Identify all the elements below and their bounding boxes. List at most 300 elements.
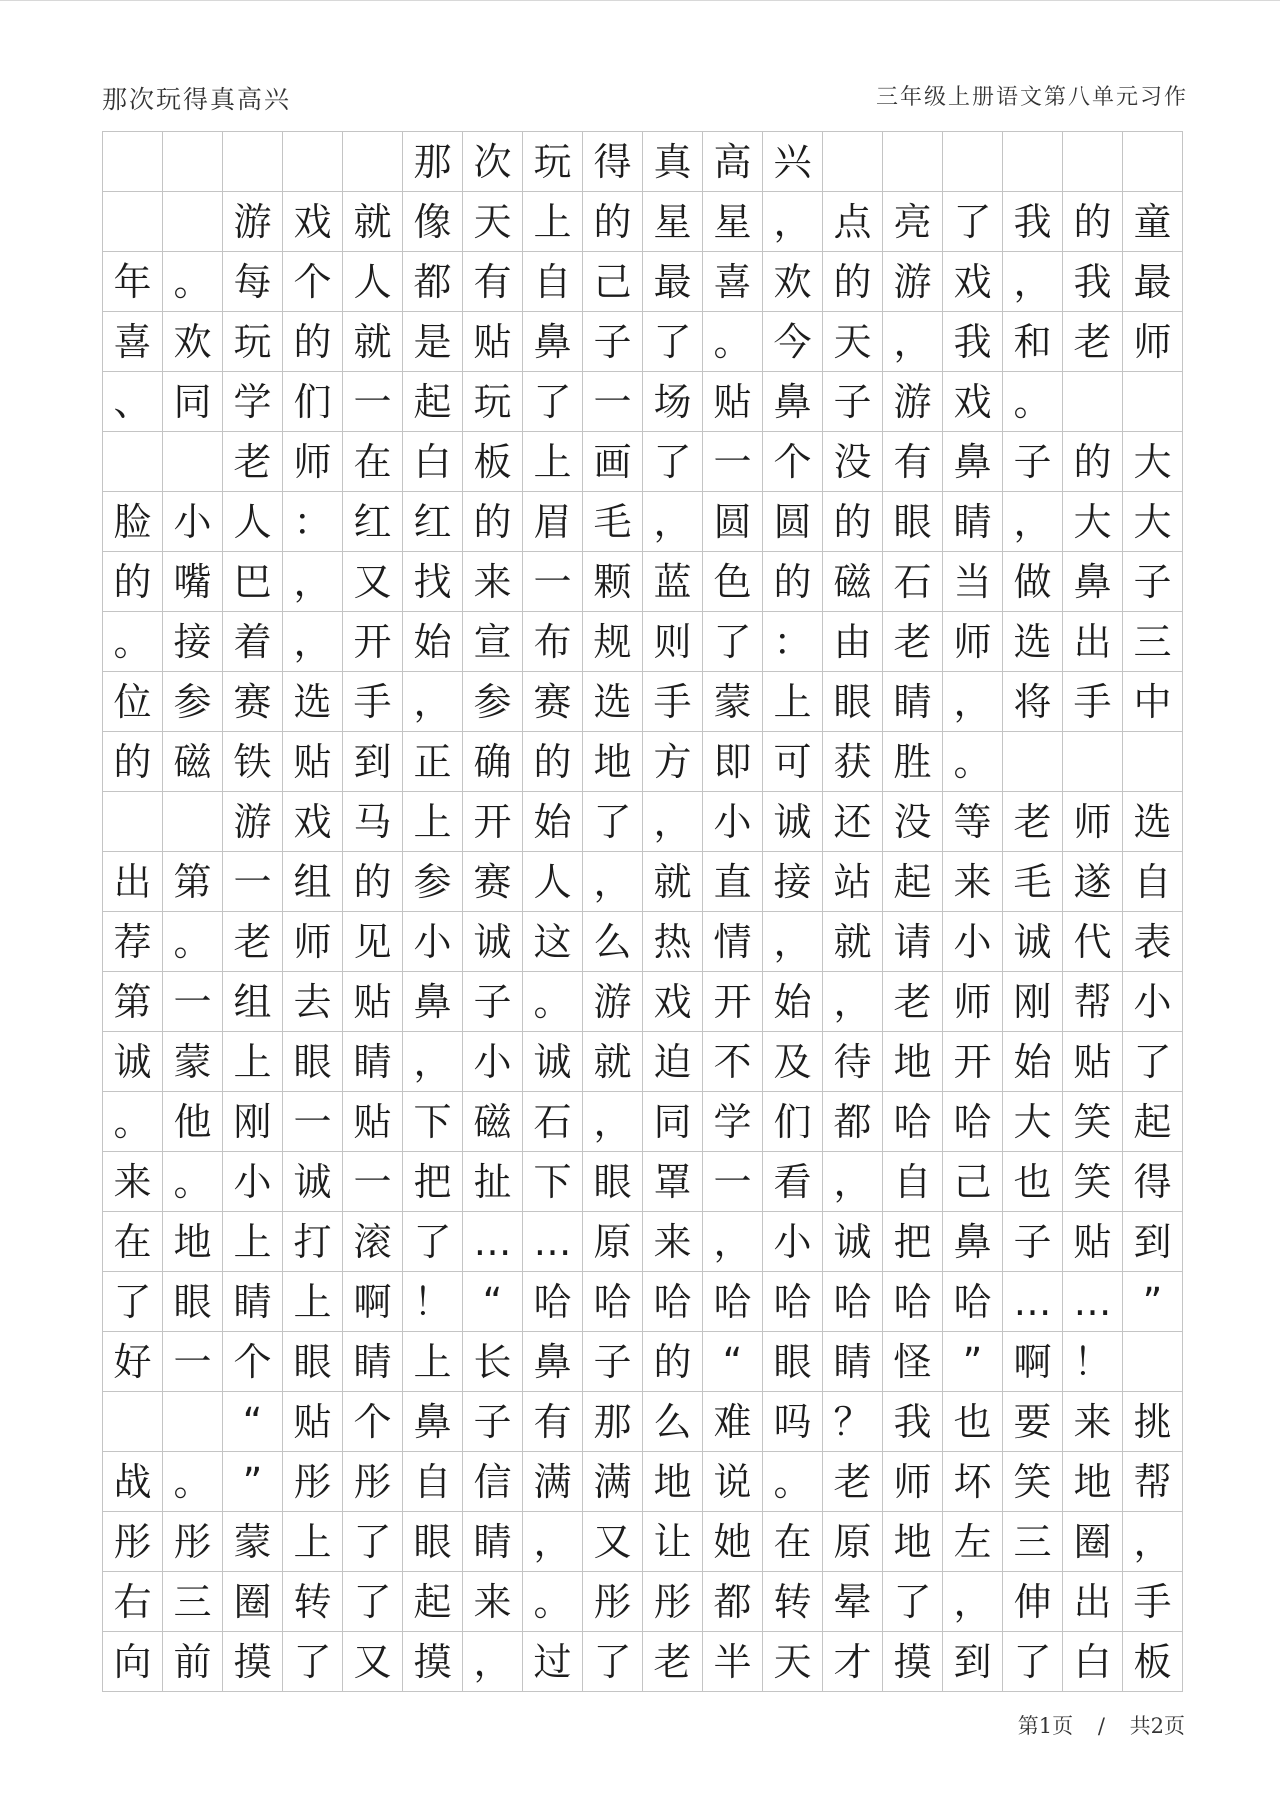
grid-cell: 是	[403, 312, 463, 372]
grid-cell: 睛	[883, 672, 943, 732]
grid-cell: 圈	[1063, 1512, 1123, 1572]
grid-cell: 获	[823, 732, 883, 792]
grid-cell: 磁	[463, 1092, 523, 1152]
grid-cell: 下	[523, 1152, 583, 1212]
page-total: 共2页	[1129, 1714, 1185, 1738]
grid-cell: ，	[703, 1212, 763, 1272]
grid-cell: 睛	[943, 492, 1003, 552]
grid-cell: 了	[103, 1272, 163, 1332]
grid-cell: 见	[343, 912, 403, 972]
grid-cell: 了	[1003, 1632, 1063, 1692]
grid-cell: 游	[223, 192, 283, 252]
grid-cell: 眼	[583, 1152, 643, 1212]
grid-cell: ，	[583, 852, 643, 912]
grid-cell: 正	[403, 732, 463, 792]
grid-cell: 戏	[283, 792, 343, 852]
grid-cell: 也	[1003, 1152, 1063, 1212]
grid-cell: 老	[223, 912, 283, 972]
page-footer	[1018, 1710, 1185, 1740]
grid-cell: 啊	[343, 1272, 403, 1332]
grid-cell: 每	[223, 252, 283, 312]
grid-cell: 来	[643, 1212, 703, 1272]
grid-cell: 蒙	[223, 1512, 283, 1572]
grid-cell: 着	[223, 612, 283, 672]
grid-cell: 了	[643, 312, 703, 372]
grid-cell: 就	[343, 192, 403, 252]
grid-cell: 睛	[343, 1032, 403, 1092]
grid-cell: 游	[583, 972, 643, 1032]
grid-cell: 自	[403, 1452, 463, 1512]
grid-cell: 上	[403, 1332, 463, 1392]
grid-cell: 赛	[463, 852, 523, 912]
page-number: 第1页	[1017, 1714, 1074, 1738]
grid-cell: 子	[583, 312, 643, 372]
grid-cell: 自	[523, 252, 583, 312]
grid-cell	[1123, 372, 1183, 432]
grid-cell: 做	[1003, 552, 1063, 612]
grid-cell: 。	[163, 1452, 223, 1512]
grid-cell: 诚	[1003, 912, 1063, 972]
grid-cell: 。	[703, 312, 763, 372]
grid-cell: 参	[163, 672, 223, 732]
grid-cell: 白	[1063, 1632, 1123, 1692]
grid-cell: 上	[223, 1212, 283, 1272]
grid-cell: 滚	[343, 1212, 403, 1272]
grid-cell: 大	[1123, 432, 1183, 492]
grid-cell: 高	[703, 132, 763, 192]
grid-cell: 戏	[283, 192, 343, 252]
grid-cell: 了	[283, 1632, 343, 1692]
grid-cell: “	[703, 1332, 763, 1392]
grid-cell: 老	[823, 1452, 883, 1512]
grid-cell: 亮	[883, 192, 943, 252]
grid-cell: 才	[823, 1632, 883, 1692]
grid-cell: 的	[823, 492, 883, 552]
grid-cell: 确	[463, 732, 523, 792]
grid-cell: 场	[643, 372, 703, 432]
grid-cell: 鼻	[943, 1212, 1003, 1272]
grid-cell: 难	[703, 1392, 763, 1452]
grid-cell: ，	[823, 972, 883, 1032]
grid-cell: 一	[343, 1152, 403, 1212]
grid-cell: 的	[583, 192, 643, 252]
grid-cell: 地	[163, 1212, 223, 1272]
grid-cell	[1003, 132, 1063, 192]
grid-cell: 师	[943, 612, 1003, 672]
grid-cell: 等	[943, 792, 1003, 852]
grid-cell: 星	[703, 192, 763, 252]
grid-cell: 罩	[643, 1152, 703, 1212]
grid-cell: 师	[883, 1452, 943, 1512]
grid-cell: 睛	[823, 1332, 883, 1392]
grid-cell: 热	[643, 912, 703, 972]
grid-cell: 了	[943, 192, 1003, 252]
grid-cell: ？	[823, 1392, 883, 1452]
grid-cell: 开	[463, 792, 523, 852]
grid-cell: ，	[763, 192, 823, 252]
grid-cell: 老	[1003, 792, 1063, 852]
grid-cell: 眼	[163, 1272, 223, 1332]
grid-cell: 始	[763, 972, 823, 1032]
grid-cell: 么	[583, 912, 643, 972]
grid-cell: 站	[823, 852, 883, 912]
grid-cell: 铁	[223, 732, 283, 792]
grid-cell	[163, 432, 223, 492]
grid-cell: 的	[643, 1332, 703, 1392]
grid-cell: 始	[523, 792, 583, 852]
grid-cell: 向	[103, 1632, 163, 1692]
grid-cell: 伸	[1003, 1572, 1063, 1632]
grid-cell: 地	[883, 1032, 943, 1092]
grid-cell: 出	[1063, 612, 1123, 672]
grid-cell: 一	[163, 972, 223, 1032]
grid-cell: 了	[523, 372, 583, 432]
grid-cell: 起	[883, 852, 943, 912]
grid-cell: 上	[403, 792, 463, 852]
grid-cell: 地	[1063, 1452, 1123, 1512]
grid-cell: 老	[1063, 312, 1123, 372]
grid-cell: 童	[1123, 192, 1183, 252]
grid-cell: 就	[643, 852, 703, 912]
grid-cell: 贴	[1063, 1032, 1123, 1092]
grid-cell: 次	[463, 132, 523, 192]
grid-cell: 战	[103, 1452, 163, 1512]
grid-cell: 老	[883, 972, 943, 1032]
grid-cell: 磁	[163, 732, 223, 792]
grid-cell: 眼	[883, 492, 943, 552]
grid-cell: 子	[1003, 1212, 1063, 1272]
grid-cell: 扯	[463, 1152, 523, 1212]
grid-cell: …	[523, 1212, 583, 1272]
grid-cell	[1123, 732, 1183, 792]
grid-cell: 满	[583, 1452, 643, 1512]
grid-cell: 的	[463, 492, 523, 552]
grid-cell: 组	[283, 852, 343, 912]
grid-cell: 赛	[523, 672, 583, 732]
grid-cell: 我	[943, 312, 1003, 372]
grid-cell: 一	[583, 372, 643, 432]
grid-cell: 一	[523, 552, 583, 612]
grid-cell: 彤	[103, 1512, 163, 1572]
grid-cell: …	[1003, 1272, 1063, 1332]
grid-cell: 就	[343, 312, 403, 372]
grid-cell: 有	[463, 252, 523, 312]
grid-cell: 在	[763, 1512, 823, 1572]
grid-cell: 天	[463, 192, 523, 252]
grid-cell	[343, 132, 403, 192]
grid-cell: 我	[1003, 192, 1063, 252]
grid-cell: 我	[1063, 252, 1123, 312]
grid-cell: 画	[583, 432, 643, 492]
grid-cell: 好	[103, 1332, 163, 1392]
grid-cell: 没	[823, 432, 883, 492]
grid-cell: 哈	[583, 1272, 643, 1332]
grid-cell: 出	[1063, 1572, 1123, 1632]
grid-cell: ，	[943, 1572, 1003, 1632]
top-border-line	[0, 0, 1280, 1]
grid-cell: 第	[103, 972, 163, 1032]
grid-cell: 接	[763, 852, 823, 912]
grid-cell: 诚	[523, 1032, 583, 1092]
grid-cell: 磁	[823, 552, 883, 612]
grid-cell: 圆	[703, 492, 763, 552]
grid-cell: 天	[823, 312, 883, 372]
grid-cell: 学	[223, 372, 283, 432]
grid-cell: 那	[583, 1392, 643, 1452]
grid-cell: “	[223, 1392, 283, 1452]
grid-cell: 最	[643, 252, 703, 312]
grid-cell: 的	[103, 552, 163, 612]
grid-cell: 。	[763, 1452, 823, 1512]
grid-cell: ！	[403, 1272, 463, 1332]
grid-cell: ，	[643, 792, 703, 852]
grid-cell: 他	[163, 1092, 223, 1152]
grid-cell: 过	[523, 1632, 583, 1692]
grid-cell: 诚	[463, 912, 523, 972]
grid-cell: 哈	[883, 1092, 943, 1152]
grid-cell: ，	[583, 1092, 643, 1152]
grid-cell: 表	[1123, 912, 1183, 972]
grid-cell	[1003, 732, 1063, 792]
grid-cell: 胜	[883, 732, 943, 792]
grid-cell: 来	[943, 852, 1003, 912]
grid-cell: 最	[1123, 252, 1183, 312]
grid-cell: 手	[643, 672, 703, 732]
header-subtitle: 三年级上册语文第八单元习作	[875, 85, 1188, 110]
grid-cell: 彤	[163, 1512, 223, 1572]
grid-cell: 大	[1123, 492, 1183, 552]
grid-cell: 打	[283, 1212, 343, 1272]
grid-cell: 小	[1123, 972, 1183, 1032]
grid-cell: 个	[283, 252, 343, 312]
grid-cell: 不	[703, 1032, 763, 1092]
grid-cell: 年	[103, 252, 163, 312]
grid-cell: 规	[583, 612, 643, 672]
grid-cell: 起	[403, 372, 463, 432]
grid-cell: 睛	[223, 1272, 283, 1332]
grid-cell: 选	[1123, 792, 1183, 852]
grid-cell: 手	[1123, 1572, 1183, 1632]
grid-cell: 个	[343, 1392, 403, 1452]
grid-cell: 师	[1063, 792, 1123, 852]
grid-cell: 游	[883, 372, 943, 432]
grid-cell: 贴	[463, 312, 523, 372]
grid-cell: …	[463, 1212, 523, 1272]
grid-cell: 即	[703, 732, 763, 792]
grid-cell: 上	[283, 1512, 343, 1572]
grid-cell: 同	[163, 372, 223, 432]
grid-cell: 板	[463, 432, 523, 492]
grid-cell: 一	[223, 852, 283, 912]
grid-cell: 小	[163, 492, 223, 552]
grid-cell: 今	[763, 312, 823, 372]
grid-cell: 。	[1003, 372, 1063, 432]
grid-cell: 参	[403, 852, 463, 912]
grid-cell: 三	[1003, 1512, 1063, 1572]
grid-cell: 始	[1003, 1032, 1063, 1092]
grid-cell: 彤	[583, 1572, 643, 1632]
grid-cell: 摸	[403, 1632, 463, 1692]
grid-cell: 诚	[283, 1152, 343, 1212]
grid-cell: 了	[343, 1572, 403, 1632]
grid-cell	[103, 1392, 163, 1452]
grid-cell: 请	[883, 912, 943, 972]
grid-cell	[163, 1392, 223, 1452]
grid-cell: 三	[1123, 612, 1183, 672]
grid-cell: 了	[1123, 1032, 1183, 1092]
grid-cell: 毛	[1003, 852, 1063, 912]
grid-cell: 晕	[823, 1572, 883, 1632]
grid-cell: 诚	[763, 792, 823, 852]
grid-cell: 哈	[523, 1272, 583, 1332]
grid-cell: 到	[1123, 1212, 1183, 1272]
grid-cell: 都	[703, 1572, 763, 1632]
grid-cell: ”	[943, 1332, 1003, 1392]
grid-cell: 帮	[1063, 972, 1123, 1032]
grid-cell: ，	[463, 1632, 523, 1692]
grid-cell: ：	[763, 612, 823, 672]
grid-cell: 一	[163, 1332, 223, 1392]
grid-cell: 像	[403, 192, 463, 252]
grid-cell: 找	[403, 552, 463, 612]
grid-cell	[823, 132, 883, 192]
grid-cell: 哈	[643, 1272, 703, 1332]
grid-cell: 。	[943, 732, 1003, 792]
grid-cell: 嘴	[163, 552, 223, 612]
grid-cell: 学	[703, 1092, 763, 1152]
grid-cell: 玩	[223, 312, 283, 372]
grid-cell: 红	[403, 492, 463, 552]
grid-cell: 一	[283, 1092, 343, 1152]
grid-cell: 。	[163, 1152, 223, 1212]
grid-cell: 情	[703, 912, 763, 972]
grid-cell: 子	[823, 372, 883, 432]
grid-cell: ，	[283, 612, 343, 672]
grid-cell: 师	[283, 432, 343, 492]
grid-cell: 的	[343, 852, 403, 912]
grid-cell: 子	[1123, 552, 1183, 612]
grid-cell: 起	[403, 1572, 463, 1632]
grid-cell: 喜	[703, 252, 763, 312]
grid-cell: 人	[523, 852, 583, 912]
grid-cell: 就	[583, 1032, 643, 1092]
grid-cell: ，	[283, 552, 343, 612]
grid-cell: 上	[223, 1032, 283, 1092]
grid-cell: 兴	[763, 132, 823, 192]
grid-cell: 帮	[1123, 1452, 1183, 1512]
grid-cell	[103, 432, 163, 492]
grid-cell: 还	[823, 792, 883, 852]
grid-cell: 了	[403, 1212, 463, 1272]
grid-cell: 看	[763, 1152, 823, 1212]
grid-cell	[1123, 1332, 1183, 1392]
grid-cell: 地	[583, 732, 643, 792]
grid-cell: 第	[163, 852, 223, 912]
grid-cell: 师	[1123, 312, 1183, 372]
grid-cell: 眼	[403, 1512, 463, 1572]
grid-cell: 又	[343, 552, 403, 612]
grid-cell: 游	[223, 792, 283, 852]
grid-cell: 坏	[943, 1452, 1003, 1512]
grid-cell: 石	[523, 1092, 583, 1152]
grid-cell: 玩	[463, 372, 523, 432]
grid-cell: 半	[703, 1632, 763, 1692]
grid-cell: 让	[643, 1512, 703, 1572]
grid-cell: 小	[223, 1152, 283, 1212]
grid-cell: 贴	[283, 1392, 343, 1452]
grid-cell: 及	[763, 1032, 823, 1092]
grid-cell: ，	[643, 492, 703, 552]
grid-cell: 当	[943, 552, 1003, 612]
grid-cell: 贴	[343, 972, 403, 1032]
grid-cell: 就	[823, 912, 883, 972]
grid-cell	[283, 132, 343, 192]
grid-cell: 子	[583, 1332, 643, 1392]
grid-cell: 接	[163, 612, 223, 672]
grid-cell: 笑	[1063, 1152, 1123, 1212]
grid-cell: 贴	[343, 1092, 403, 1152]
grid-cell: 大	[1063, 492, 1123, 552]
grid-cell: 转	[763, 1572, 823, 1632]
grid-cell: 圈	[223, 1572, 283, 1632]
grid-cell: 人	[343, 252, 403, 312]
grid-cell: 戏	[643, 972, 703, 1032]
grid-cell: 。	[103, 612, 163, 672]
grid-cell	[883, 132, 943, 192]
grid-cell: 出	[103, 852, 163, 912]
grid-cell: 鼻	[523, 312, 583, 372]
grid-cell: 得	[583, 132, 643, 192]
grid-cell: 都	[403, 252, 463, 312]
grid-cell	[223, 132, 283, 192]
grid-cell: 贴	[1063, 1212, 1123, 1272]
grid-cell: 白	[403, 432, 463, 492]
grid-cell: 刚	[1003, 972, 1063, 1032]
grid-cell: 在	[343, 432, 403, 492]
grid-cell: 个	[763, 432, 823, 492]
grid-cell: 彤	[283, 1452, 343, 1512]
grid-cell: 的	[283, 312, 343, 372]
grid-cell: 得	[1123, 1152, 1183, 1212]
grid-cell: 地	[643, 1452, 703, 1512]
grid-cell: 方	[643, 732, 703, 792]
grid-cell: ，	[1003, 492, 1063, 552]
grid-cell: 。	[163, 252, 223, 312]
grid-cell: 小	[463, 1032, 523, 1092]
grid-cell: 刚	[223, 1092, 283, 1152]
grid-cell: 的	[1063, 432, 1123, 492]
grid-cell: 星	[643, 192, 703, 252]
grid-cell: 己	[943, 1152, 1003, 1212]
grid-cell: 师	[283, 912, 343, 972]
grid-cell: 同	[643, 1092, 703, 1152]
grid-cell: 眼	[763, 1332, 823, 1392]
grid-cell: 上	[763, 672, 823, 732]
grid-cell: 布	[523, 612, 583, 672]
grid-cell: 。	[523, 972, 583, 1032]
grid-cell: 贴	[283, 732, 343, 792]
grid-cell: 诚	[823, 1212, 883, 1272]
grid-cell: 石	[883, 552, 943, 612]
grid-cell: 开	[343, 612, 403, 672]
grid-cell: 上	[523, 192, 583, 252]
grid-cell: 鼻	[403, 1392, 463, 1452]
grid-cell: 开	[703, 972, 763, 1032]
grid-cell: 和	[1003, 312, 1063, 372]
grid-cell: 小	[703, 792, 763, 852]
grid-cell	[163, 192, 223, 252]
grid-cell: 满	[523, 1452, 583, 1512]
